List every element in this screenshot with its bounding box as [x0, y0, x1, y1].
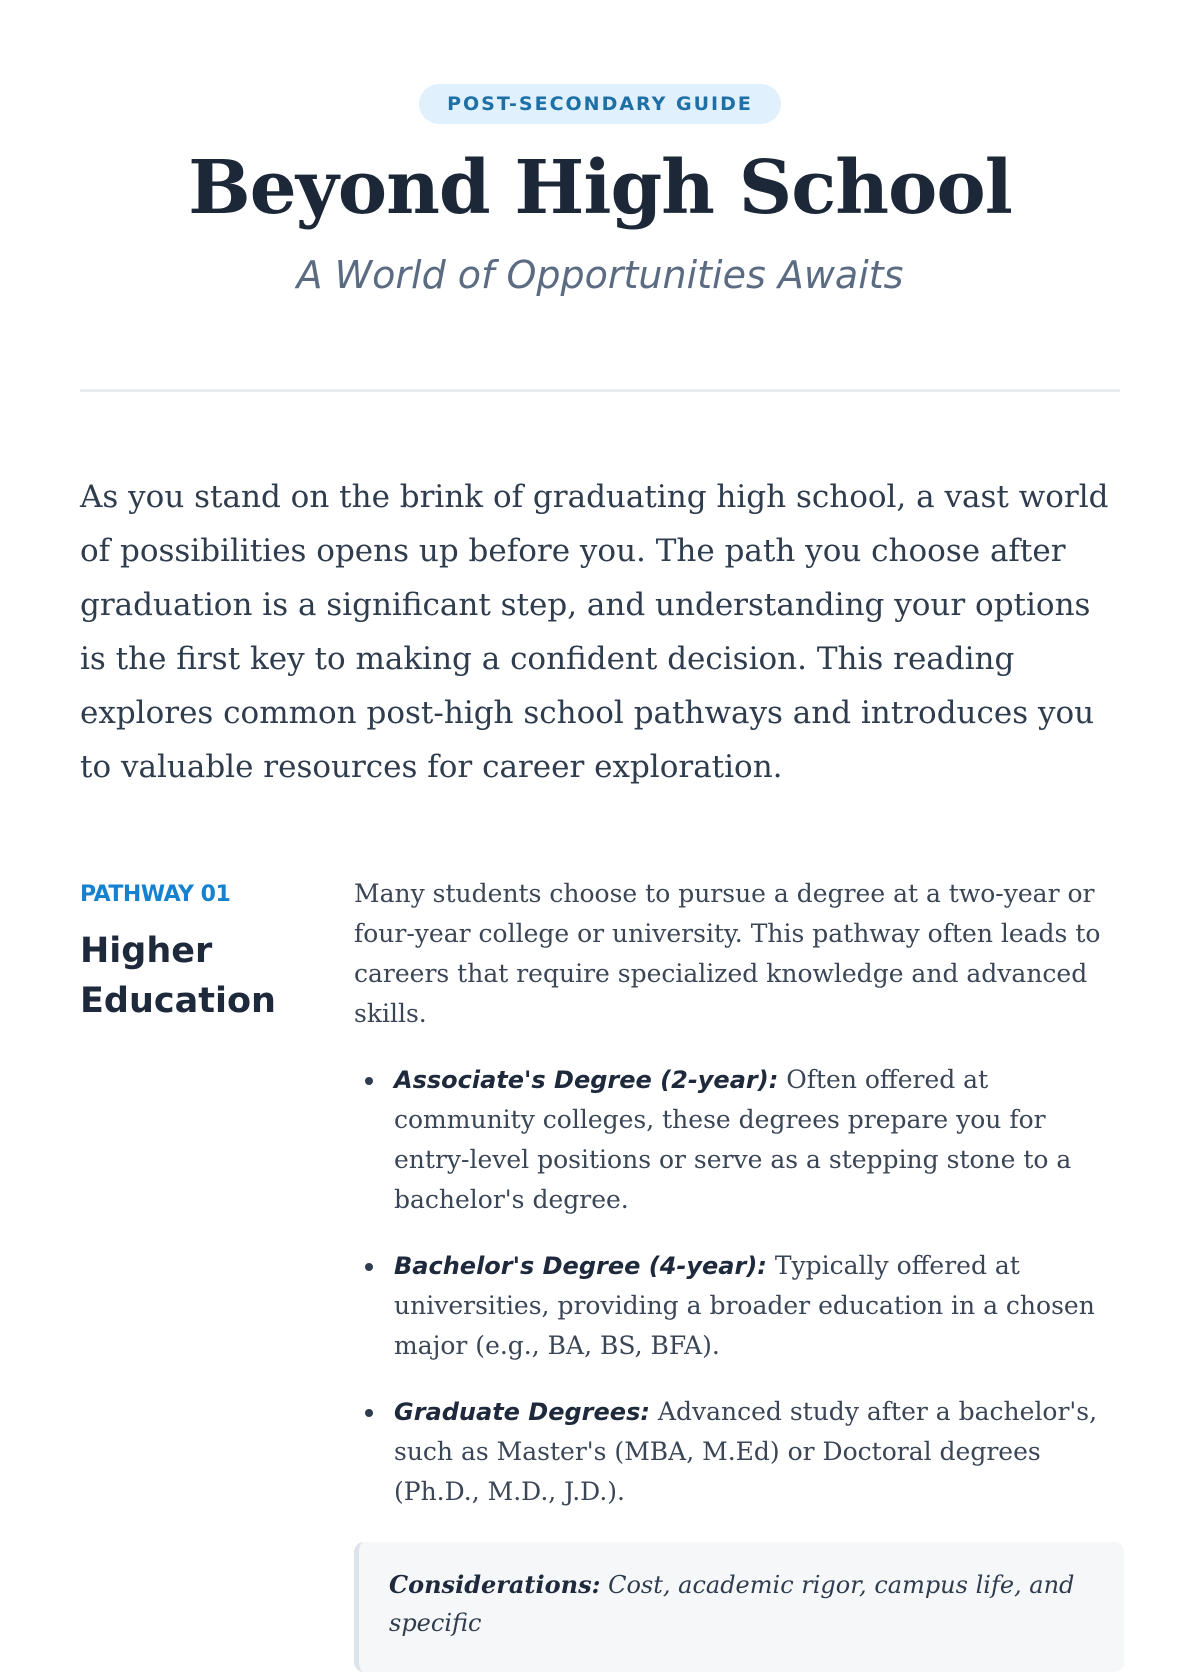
list-item-term: Graduate Degrees: — [394, 1398, 650, 1426]
intro-paragraph: As you stand on the brink of graduating high school, a vast world of possibilities opens up before you. The path you choose after graduation is a significant step, and understanding your options is the first key to making a confident decision. This reading explores common post-high school pathways and introduces you to valuable resources for career exploration. — [80, 479, 1109, 785]
list-item — [354, 1392, 1124, 1512]
list-item-text: Advanced study after a bachelor's, such as Master's (MBA, M.Ed) or Doctoral degrees (Ph.D., M.D., J.D.). — [394, 1397, 1098, 1506]
list-item — [354, 1060, 1124, 1220]
list-item-text: Often offered at community colleges, these degrees prepare you for entry-level positions or serve as a stepping stone to a bachelor's degree. — [394, 1065, 1072, 1214]
degree-list — [354, 1060, 1124, 1512]
list-item-term: Bachelor's Degree (4-year): — [394, 1252, 767, 1280]
bullet-icon — [365, 1077, 373, 1085]
callout-term: Considerations: — [389, 1570, 601, 1599]
pathway-intro: Many students choose to pursue a degree at a two-year or four-year college or university. This pathway often leads to careers that require specialized knowledge and advanced skills. — [354, 879, 1101, 1028]
pathway-sidebar — [80, 880, 320, 1026]
page-title: Beyond High School — [188, 145, 1012, 231]
bullet-icon — [365, 1263, 373, 1271]
guide-badge: POST-SECONDARY GUIDE — [419, 84, 781, 124]
list-item-term: Associate's Degree (2-year): — [394, 1066, 779, 1094]
list-item-text: Typically offered at universities, providing a broader education in a chosen major (e.g., BA, BS, BFA). — [394, 1251, 1095, 1360]
header-divider — [80, 389, 1120, 392]
pathway-content — [354, 880, 1124, 1672]
bullet-icon — [365, 1409, 373, 1417]
page-subtitle: A World of Opportunities Awaits — [296, 253, 904, 297]
callout-text: Cost, academic rigor, campus life, and specific — [389, 1571, 1075, 1637]
list-item — [354, 1246, 1124, 1366]
pathway-label: PATHWAY 01 — [80, 882, 231, 907]
page-header — [0, 0, 1200, 298]
pathway-heading: Higher Education — [80, 931, 276, 1021]
considerations-callout — [354, 1542, 1124, 1672]
